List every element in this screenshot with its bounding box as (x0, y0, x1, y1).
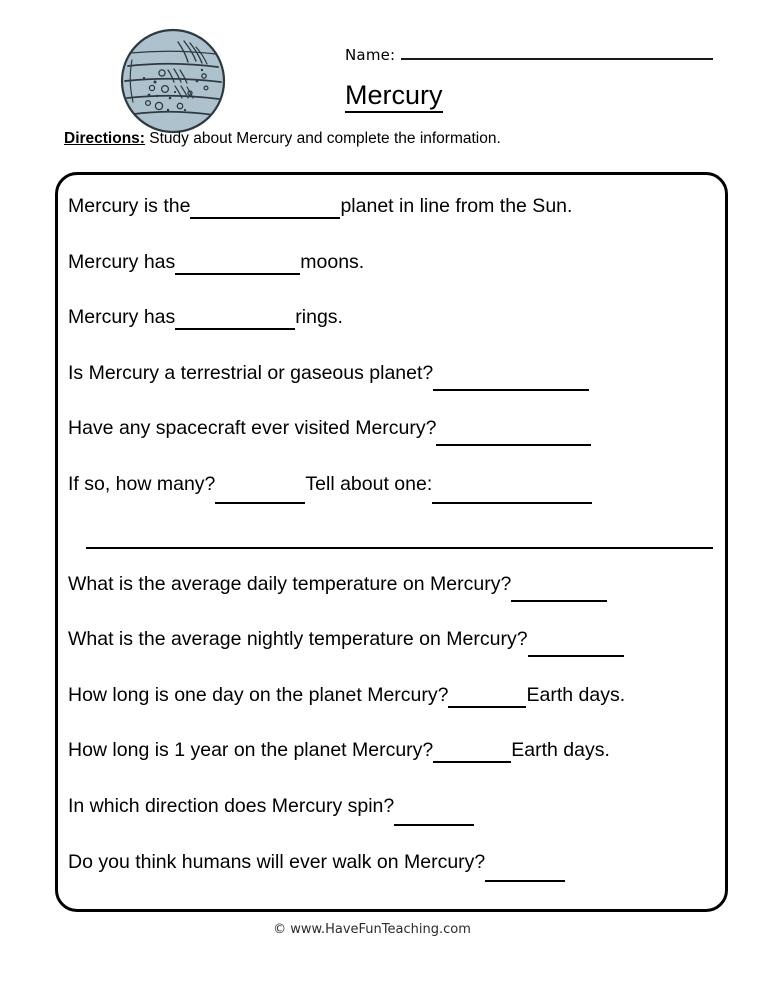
answer-blank[interactable] (485, 864, 565, 882)
answer-blank[interactable] (394, 808, 474, 826)
name-input-blank[interactable] (401, 45, 713, 60)
question-list (68, 197, 721, 908)
directions-label: Directions: (64, 130, 145, 147)
question-text: Mercury is the (68, 195, 191, 217)
question-text: What is the average daily temperature on Mercury? (68, 572, 512, 595)
question-text-after: moons. (300, 250, 365, 273)
question-row (68, 683, 721, 742)
question-text-after: Earth days. (511, 739, 610, 762)
answer-blank[interactable] (528, 639, 624, 657)
answer-blank[interactable] (433, 373, 589, 391)
answer-blank-secondary[interactable] (432, 486, 592, 504)
mercury-planet-icon (118, 26, 228, 136)
worksheet-box (55, 172, 728, 912)
answer-blank[interactable] (190, 201, 340, 219)
answer-continuation-line (68, 531, 721, 575)
question-row (68, 250, 721, 309)
question-text: What is the average nightly temperature on Mercury? (68, 628, 528, 651)
question-row (68, 850, 721, 909)
question-text: Do you think humans will ever walk on Mercury? (68, 850, 486, 873)
question-row (68, 472, 721, 531)
page-header (0, 0, 768, 160)
directions-text: Study about Mercury and complete the information. (144, 130, 501, 147)
question-row (68, 361, 721, 420)
answer-blank[interactable] (215, 486, 305, 504)
question-row (68, 197, 721, 253)
page-title: Mercury (345, 80, 443, 113)
answer-blank[interactable] (448, 690, 526, 708)
question-row (68, 794, 721, 853)
answer-blank[interactable] (436, 428, 591, 446)
question-text: Mercury has (68, 306, 176, 329)
name-label: Name: (345, 46, 396, 64)
name-field-row (345, 45, 713, 64)
question-text: Mercury has (68, 250, 176, 273)
footer-copyright: © www.HaveFunTeaching.com (273, 922, 471, 937)
question-row (68, 419, 721, 475)
question-text: How long is one day on the planet Mercury? (68, 683, 449, 706)
question-row (68, 308, 721, 364)
question-row (68, 572, 721, 631)
question-text-after: Earth days. (526, 683, 626, 706)
blank-line[interactable] (86, 547, 713, 549)
answer-blank[interactable] (175, 312, 295, 330)
question-text: In which direction does Mercury spin? (68, 794, 395, 817)
question-text: Is Mercury a terrestrial or gaseous planet? (68, 361, 434, 384)
answer-blank[interactable] (175, 257, 300, 275)
question-text-mid: Tell about one: (305, 472, 433, 495)
directions (64, 130, 501, 148)
question-text: If so, how many? (68, 472, 216, 495)
answer-blank[interactable] (433, 745, 511, 763)
answer-blank[interactable] (511, 584, 607, 602)
question-text: Have any spacecraft ever visited Mercury? (68, 417, 437, 440)
question-row (68, 630, 721, 686)
question-row (68, 741, 721, 797)
question-text: How long is 1 year on the planet Mercury? (68, 739, 434, 762)
question-text-after: planet in line from the Sun. (340, 195, 573, 217)
question-text-after: rings. (295, 306, 343, 329)
